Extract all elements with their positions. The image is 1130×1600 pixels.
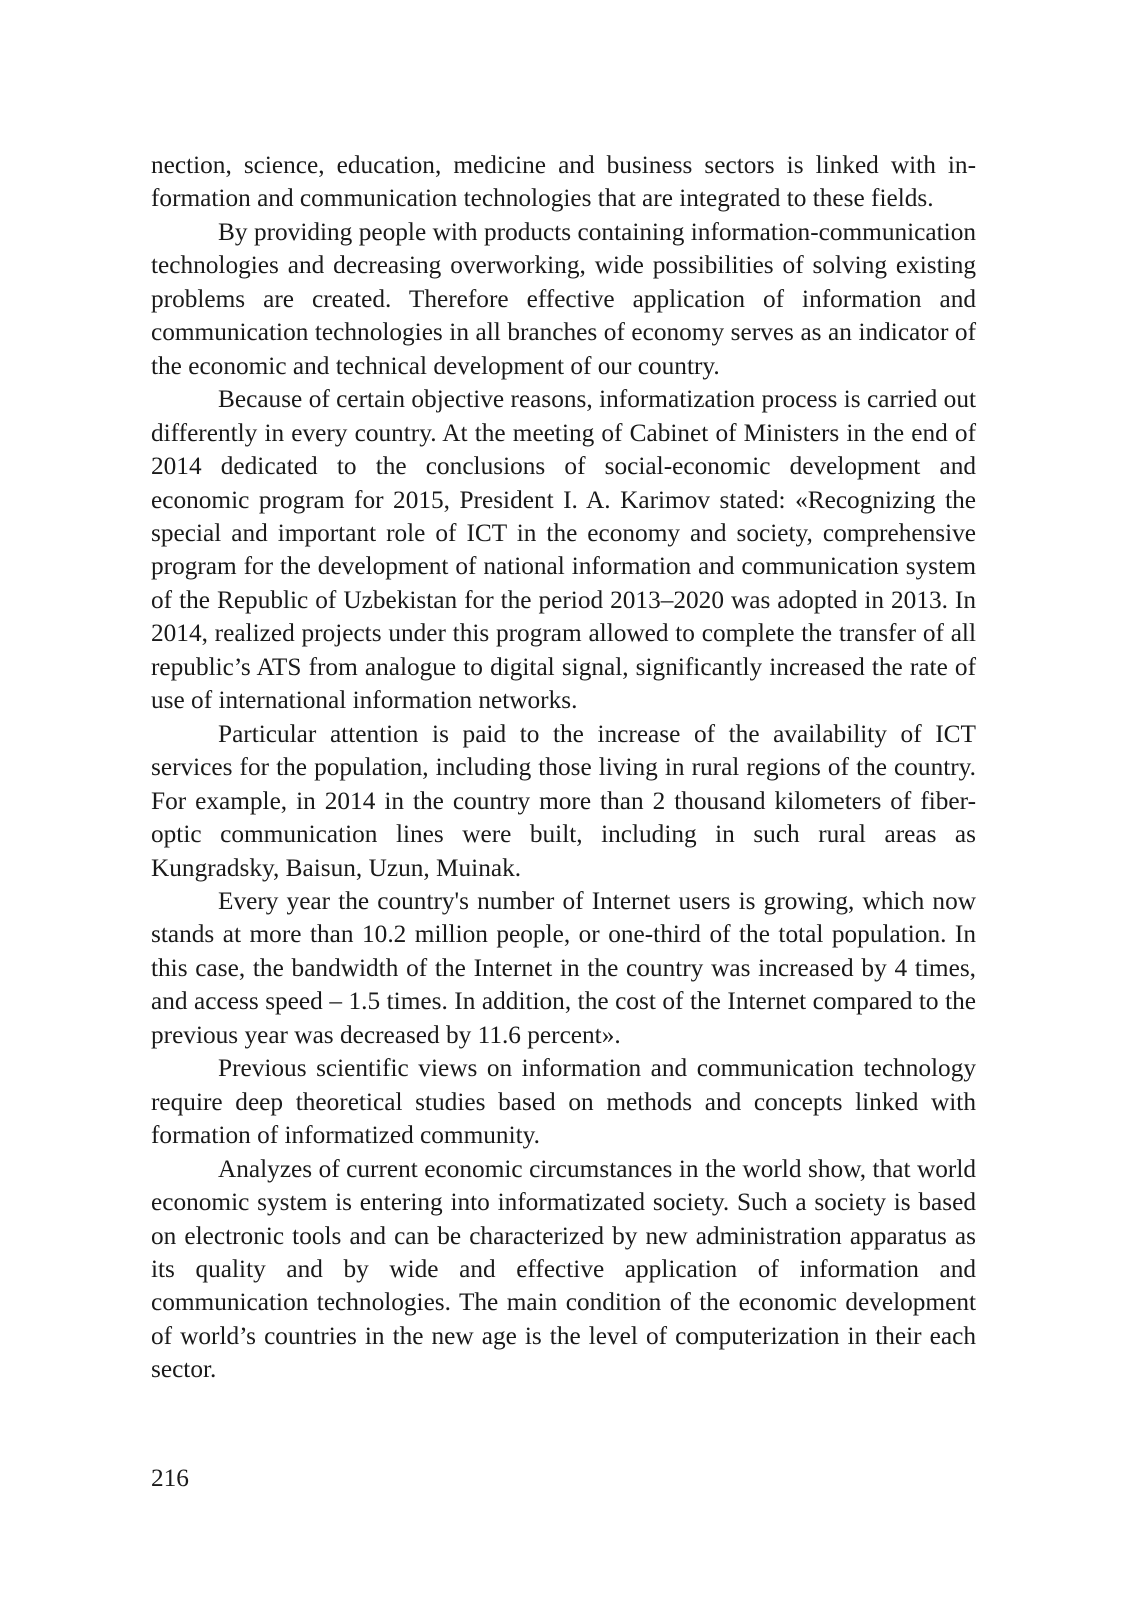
paragraph: By providing people with products containing information-communication technologies and decreasing overworking, wide possibilities of solving existing problems are created. Therefore effective application of information and communication technologies in all branches of economy serves as an indicator of the economic and technical development of our country.	[151, 217, 976, 380]
paragraph: Every year the country's number of Internet users is growing, which now stands at more than 10.2 million people, or one-third of the total population. In this case, the bandwidth of the Internet in the country was increased by 4 times, and access speed – 1.5 times. In addition, the cost of the Internet compared to the previous year was decreased by 11.6 percent».	[151, 886, 976, 1049]
paragraph: Analyzes of current economic circumstances in the world show, that world economic system is entering into informatizated society. Such a society is based on electronic tools and can be characterized by new administration apparatus as its quality and by wide and effective application of information and communication technologies. The main condition of the economic development of world’s countries in the new age is the level of computerization in their each sector.	[151, 1154, 976, 1384]
paragraph: Particular attention is paid to the increase of the availability of ICT services for the population, including those living in rural regions of the country. For example, in 2014 in the country more than 2 thousand kilometers of fiber-optic communication lines were built, including in such rural areas as Kungradsky, Baisun, Uzun, Muinak.	[151, 719, 976, 882]
paragraph: Because of certain objective reasons, informatization process is carried out differently in every country. At the meeting of Cabinet of Ministers in the end of 2014 dedicated to the conclusions of social-economic development and economic program for 2015, President I. A. Karimov stated: «Recognizing the special and important role of ICT in the economy and society, comprehensive program for the development of national information and communication system of the Republic of Uzbekistan for the period 2013–2020 was adopted in 2013. In 2014, realized projects under this program allowed to complete the transfer of all republic’s ATS from analogue to digital signal, significantly increased the rate of use of international information networks.	[151, 385, 976, 715]
body-text	[151, 149, 976, 1387]
paragraph: Previous scientific views on information and communication technology require deep theoretical studies based on methods and concepts linked with formation of informatized community.	[151, 1054, 976, 1150]
paragraph: nection, science, education, medicine and business sectors is linked with information and communication technologies that are integrated to these fields.	[151, 151, 976, 213]
page-number: 216	[151, 1464, 189, 1492]
